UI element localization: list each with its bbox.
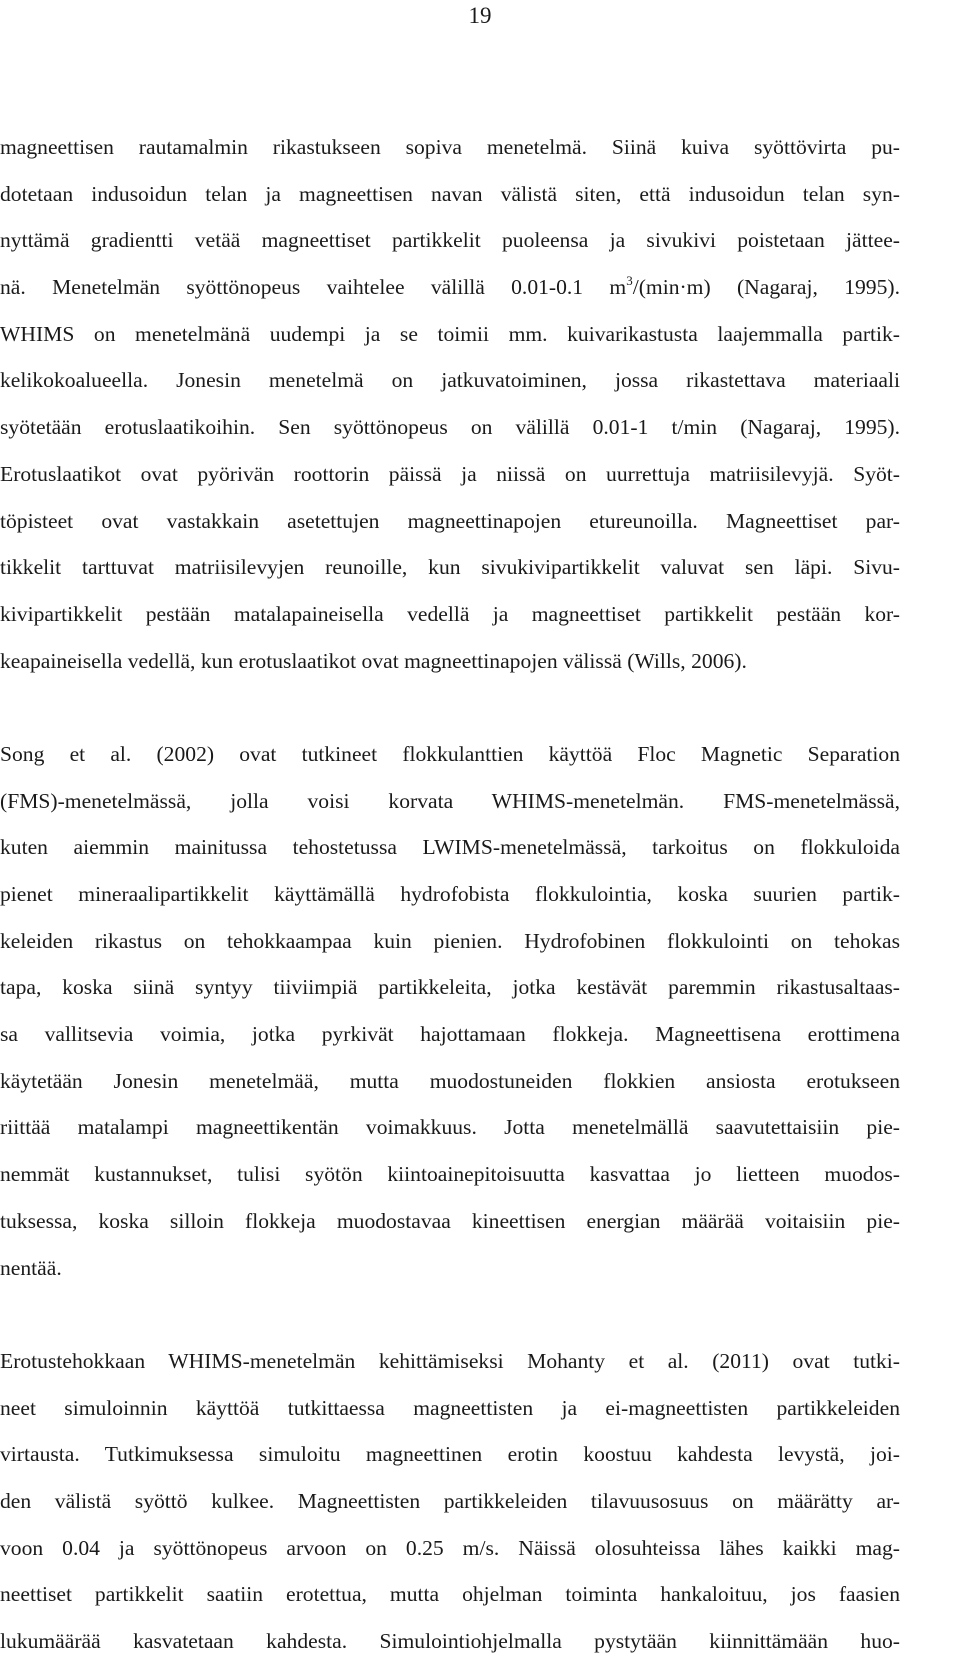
text-line: tapa, koska siinä syntyy tiiviimpiä partikkeleita, jotka kestävät paremmin rikastusaltaas- [0, 975, 900, 1000]
page-number: 19 [468, 3, 492, 28]
text-line: tikkelit tarttuvat matriisilevyjen reunoille, kun sivukivipartikkelit valuvat sen läpi. Sivu- [0, 555, 900, 580]
text-line: nentää. [0, 1255, 62, 1280]
paragraph-gap [0, 692, 900, 739]
text-line: nyttämä gradientti vetää magneettiset partikkelit puoleensa ja sivukivi poistetaan jättee- [0, 228, 900, 253]
text-line: nemmät kustannukset, tulisi syötön kiintoainepitoisuutta kasvattaa jo lietteen muodos- [0, 1162, 900, 1187]
text-line: (FMS)-menetelmässä, jolla voisi korvata WHIMS-menetelmän. FMS-menetelmässä, [0, 788, 900, 813]
text-line: tuksessa, koska silloin flokkeja muodostavaa kineettisen energian määrää voitaisiin pie- [0, 1208, 900, 1233]
text-line [0, 272, 900, 319]
text-line: virtausta. Tutkimuksessa simuloitu magneettinen erotin koostuu kahdesta levystä, joi- [0, 1442, 900, 1467]
text-run: nä. Menetelmän syöttönopeus vaihtelee välillä 0.01-0.1 m [0, 275, 627, 300]
text-line: pienet mineraalipartikkelit käyttämällä hydrofobista flokkulointia, koska suurien partik- [0, 882, 900, 906]
text-line: Song et al. (2002) ovat tutkineet flokkulanttien käyttöä Floc Magnetic Separation [0, 741, 900, 766]
superscript: 3 [626, 273, 633, 289]
paragraph-1 [0, 132, 900, 692]
text-line: riittää matalampi magneettikentän voimakkuus. Jotta menetelmällä saavutettaisiin pie- [0, 1115, 900, 1140]
text-line: magneettisen rautamalmin rikastukseen sopiva menetelmä. Siinä kuiva syöttövirta pu- [0, 135, 900, 159]
text-line: den välistä syöttö kulkee. Magneettisten partikkeleiden tilavuusosuus on määrätty ar- [0, 1488, 900, 1513]
text-line: Erotustehokkaan WHIMS-menetelmän kehittämiseksi Mohanty et al. (2011) ovat tutki- [0, 1348, 900, 1373]
text-line: voon 0.04 ja syöttönopeus arvoon on 0.25 m/s. Näissä olosuhteissa lähes kaikki mag- [0, 1535, 900, 1560]
text-line: kuten aiemmin mainitussa tehostetussa LWIMS-menetelmässä, tarkoitus on flokkuloida [0, 835, 900, 860]
body-text [0, 132, 900, 1673]
paragraph-3 [0, 1346, 900, 1673]
text-line: neet simuloinnin käyttöä tutkittaessa magneettisten ja ei-magneettisten partikkeleiden [0, 1395, 900, 1420]
text-line: keleiden rikastus on tehokkaampaa kuin pienien. Hydrofobinen flokkulointi on tehokas [0, 928, 900, 953]
text-line: kelikokoalueella. Jonesin menetelmä on jatkuvatoiminen, jossa rikastettava materiaali [0, 368, 900, 393]
text-line: Erotuslaatikot ovat pyörivän roottorin päissä ja niissä on uurrettuja matriisilevyjä. Syöt- [0, 461, 900, 486]
paragraph-gap [0, 1299, 900, 1346]
text-line: töpisteet ovat vastakkain asetettujen magneettinapojen etureunoilla. Magneettiset par- [0, 508, 900, 533]
text-line: kivipartikkelit pestään matalapaineisella vedellä ja magneettiset partikkelit pestään kor- [0, 601, 900, 626]
paragraph-2 [0, 739, 900, 1299]
text-line: syötetään erotuslaatikoihin. Sen syöttönopeus on välillä 0.01-1 t/min (Nagaraj, 1995). [0, 415, 900, 440]
text-line: käytetään Jonesin menetelmää, mutta muodostuneiden flokkien ansiosta erotukseen [0, 1068, 900, 1093]
text-line: neettiset partikkelit saatiin erotettua, mutta ohjelman toiminta hankaloituu, jos faasien [0, 1582, 900, 1607]
text-run: /(min·m) (Nagaraj, 1995). [632, 275, 900, 300]
text-line: WHIMS on menetelmänä uudempi ja se toimii mm. kuivarikastusta laajemmalla partik- [0, 321, 900, 346]
text-line: lukumäärää kasvatetaan kahdesta. Simulointiohjelmalla pystytään kiinnittämään huo- [0, 1629, 900, 1653]
text-line: sa vallitsevia voimia, jotka pyrkivät hajottamaan flokkeja. Magneettisena erottimena [0, 1022, 900, 1047]
text-line: keapaineisella vedellä, kun erotuslaatikot ovat magneettinapojen välissä (Wills, 2006). [0, 648, 747, 673]
text-line: dotetaan indusoidun telan ja magneettisen navan välistä siten, että indusoidun telan syn- [0, 181, 900, 206]
